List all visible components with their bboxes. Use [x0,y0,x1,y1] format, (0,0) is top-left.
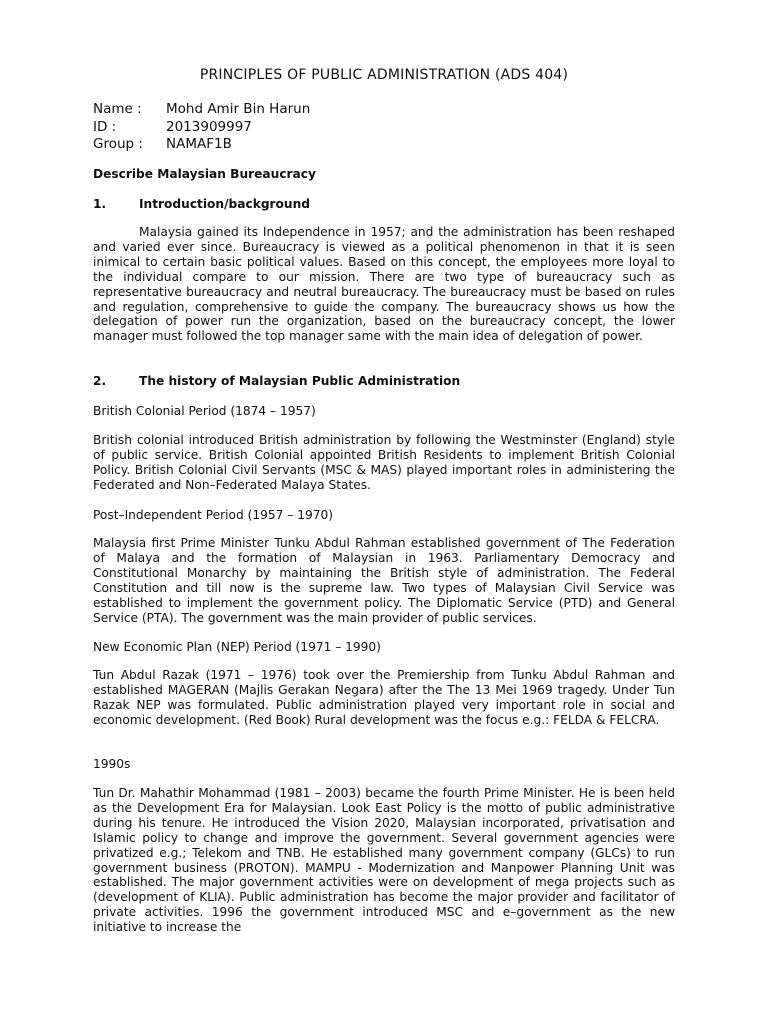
id-value: 2013909997 [166,119,252,135]
name-value: Mohd Amir Bin Harun [166,101,311,117]
period3-title: New Economic Plan (NEP) Period (1971 – 1990) [93,640,381,654]
period2-title: Post–Independent Period (1957 – 1970) [93,508,333,522]
name-label: Name : [93,101,142,117]
section2-title: The history of Malaysian Public Administration [139,374,461,388]
section1-heading [93,197,310,211]
question-heading: Describe Malaysian Bureaucracy [93,167,316,181]
section1-paragraph: Malaysia gained its Independence in 1957; and the administration has been reshaped and varied ever since. Bureaucracy is viewed as a political phenomenon in that it is seen inimical to certain basic political values. Based on this concept, the employees more loyal to the individual compare to our mission. There are two type of bureaucracy such as representative bureaucracy and neutral bureaucracy. The bureaucracy must be based on rules and regulation, comprehensive to guide the company. The bureaucracy shows us how the delegation of power run the organization, based on the bureaucracy concept, the lower manager must followed the top manager same with the main idea of delegation of power. [93,225,675,344]
group-row [93,136,232,152]
period2-paragraph: Malaysia first Prime Minister Tunku Abdul Rahman established government of The Federation of Malaya and the formation of Malaysian in 1963. Parliamentary Democracy and Constitutional Monarchy by maintaining the British style of administration. The Federal Constitution and till now is the supreme law. Two types of Malaysian Civil Service was established to implement the government policy. The Diplomatic Service (PTD) and General Service (PTA). The government was the main provider of public services. [93,536,675,625]
period1-title: British Colonial Period (1874 – 1957) [93,404,316,418]
section2-number: 2. [93,374,107,388]
period1-paragraph: British colonial introduced British administration by following the Westminster (England) style of public service. British Colonial appointed British Residents to implement British Colonial Policy. British Colonial Civil Servants (MSC & MAS) played important roles in administering the Federated and Non–Federated Malaya States. [93,433,675,492]
section1-title: Introduction/background [139,197,311,211]
period4-paragraph: Tun Dr. Mahathir Mohammad (1981 – 2003) became the fourth Prime Minister. He is been held as the Development Era for Malaysian. Look East Policy is the motto of public administrative during his tenure. He introduced the Vision 2020, Malaysian incorporated, privatisation and Islamic policy to change and improve the government. Several government agencies were privatized e.g.; Telekom and TNB. He established many government company (GLCs) to run government business (PROTON). MAMPU - Modernization and Manpower Planning Unit was established. The major government activities were on development of mega projects such as (development of KLIA). Public administration has become the major provider and facilitator of private activities. 1996 the government introduced MSC and e–government as the new initiative to increase the [93,786,675,935]
section2-heading [93,374,460,388]
document-title: PRINCIPLES OF PUBLIC ADMINISTRATION (ADS 404) [199,67,569,83]
name-row [93,101,310,117]
period4-title: 1990s [93,757,131,771]
id-label: ID : [93,119,117,135]
group-label: Group : [93,136,143,152]
id-row [93,119,252,135]
period3-paragraph: Tun Abdul Razak (1971 – 1976) took over the Premiership from Tunku Abdul Rahman and established MAGERAN (Majlis Gerakan Negara) after the The 13 Mei 1969 tragedy. Under Tun Razak NEP was formulated. Public administration played very important role in social and economic development. (Red Book) Rural development was the focus e.g.: FELDA & FELCRA. [93,668,675,727]
group-value: NAMAF1B [166,136,232,152]
section1-number: 1. [93,197,107,211]
